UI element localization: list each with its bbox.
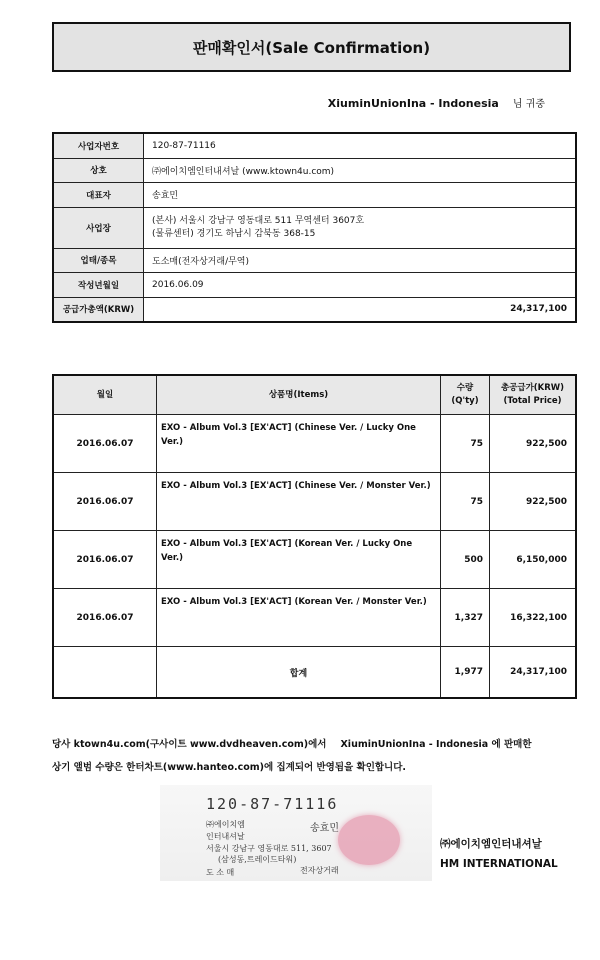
item-name: EXO - Album Vol.3 [EX'ACT] (Korean Ver. / Lucky One Ver.) <box>157 531 441 589</box>
item-price: 922,500 <box>490 473 577 531</box>
header-qty-line2: (Q'ty) <box>451 396 479 406</box>
address-hq: (본사) 서울시 강남구 영동대로 511 무역센터 3607호 <box>152 215 365 226</box>
item-name: EXO - Album Vol.3 [EX'ACT] (Korean Ver. / Monster Ver.) <box>157 589 441 647</box>
info-value-multiline <box>144 207 577 248</box>
info-value: 2016.06.09 <box>144 273 577 298</box>
company-signature <box>440 834 558 874</box>
stamp-line-1: ㈜에이치엠 <box>206 820 245 829</box>
stamp-address-2: (삼성동,트레이드타워) <box>218 855 297 864</box>
company-stamp <box>160 785 432 881</box>
info-value: ㈜에이치엠인터내셔날 (www.ktown4u.com) <box>144 158 577 183</box>
stamp-address: 서울시 강남구 영동대로 511, 3607 <box>206 844 332 853</box>
info-label: 상호 <box>53 158 144 183</box>
item-row <box>53 589 576 647</box>
header-date: 월일 <box>53 375 157 415</box>
statement-line-1a: 당사 ktown4u.com(구사이트 www.dvdheaven.com)에서 <box>52 739 327 750</box>
info-label: 사업장 <box>53 207 144 248</box>
company-name-kr: ㈜에이치엠인터내셔날 <box>440 838 542 850</box>
header-item: 상품명(Items) <box>157 375 441 415</box>
item-name: EXO - Album Vol.3 [EX'ACT] (Chinese Ver. / Monster Ver.) <box>157 473 441 531</box>
item-qty: 500 <box>441 531 490 589</box>
info-label: 대표자 <box>53 183 144 208</box>
item-price: 922,500 <box>490 415 577 473</box>
company-name-en: HM INTERNATIONAL <box>440 858 558 870</box>
item-date: 2016.06.07 <box>53 473 157 531</box>
recipient <box>300 95 545 110</box>
item-qty: 75 <box>441 473 490 531</box>
total-qty: 1,977 <box>441 647 490 699</box>
item-date: 2016.06.07 <box>53 589 157 647</box>
supply-total-value: 24,317,100 <box>144 297 577 322</box>
info-row-total <box>53 297 576 322</box>
recipient-suffix: 님 귀중 <box>512 99 545 110</box>
header-price-line2: (Total Price) <box>503 396 562 406</box>
item-row <box>53 473 576 531</box>
recipient-name: XiuminUnionIna - Indonesia <box>327 97 499 110</box>
stamp-representative: 송효민 <box>310 823 339 834</box>
statement-line-1 <box>52 733 577 756</box>
header-price <box>490 375 577 415</box>
header-price-line1: 총공급가(KRW) <box>500 383 565 393</box>
statement-line-1b: XiuminUnionIna - Indonesia 에 판매한 <box>340 739 532 750</box>
stamp-registration-number: 120-87-71116 <box>206 795 339 813</box>
info-row <box>53 158 576 183</box>
document-title: 판매확인서(Sale Confirmation) <box>52 22 571 72</box>
item-qty: 1,327 <box>441 589 490 647</box>
info-label: 공급가총액(KRW) <box>53 297 144 322</box>
info-value: 도소매(전자상거래/무역) <box>144 248 577 273</box>
stamp-business-type: 도 소 매 <box>206 868 235 877</box>
item-date: 2016.06.07 <box>53 415 157 473</box>
total-label: 합계 <box>157 647 441 699</box>
info-label: 업태/종목 <box>53 248 144 273</box>
seller-info-table <box>52 132 577 323</box>
total-price: 24,317,100 <box>490 647 577 699</box>
info-row <box>53 207 576 248</box>
info-row <box>53 248 576 273</box>
info-label: 작성년월일 <box>53 273 144 298</box>
items-total-row <box>53 647 576 699</box>
item-price: 6,150,000 <box>490 531 577 589</box>
item-row <box>53 531 576 589</box>
stamp-line-2: 인터내셔날 <box>206 832 245 841</box>
header-qty <box>441 375 490 415</box>
info-row <box>53 133 576 158</box>
statement-line-2: 상기 앨범 수량은 한터차트(www.hanteo.com)에 집계되어 반영됨을 확인합니다. <box>52 762 407 773</box>
info-label: 사업자번호 <box>53 133 144 158</box>
red-seal-icon <box>338 815 400 865</box>
items-table <box>52 374 577 699</box>
info-value: 송효민 <box>144 183 577 208</box>
item-name: EXO - Album Vol.3 [EX'ACT] (Chinese Ver. / Lucky One Ver.) <box>157 415 441 473</box>
header-qty-line1: 수량 <box>456 383 474 393</box>
item-qty: 75 <box>441 415 490 473</box>
item-price: 16,322,100 <box>490 589 577 647</box>
info-row <box>53 183 576 208</box>
item-date: 2016.06.07 <box>53 531 157 589</box>
confirmation-statement <box>52 733 577 779</box>
total-date-empty <box>53 647 157 699</box>
items-header-row <box>53 375 576 415</box>
info-value: 120-87-71116 <box>144 133 577 158</box>
stamp-business-item: 전자상거래 <box>300 866 339 875</box>
item-row <box>53 415 576 473</box>
info-row <box>53 273 576 298</box>
address-logistics: (물류센터) 경기도 하남시 감북동 368-15 <box>152 228 316 239</box>
